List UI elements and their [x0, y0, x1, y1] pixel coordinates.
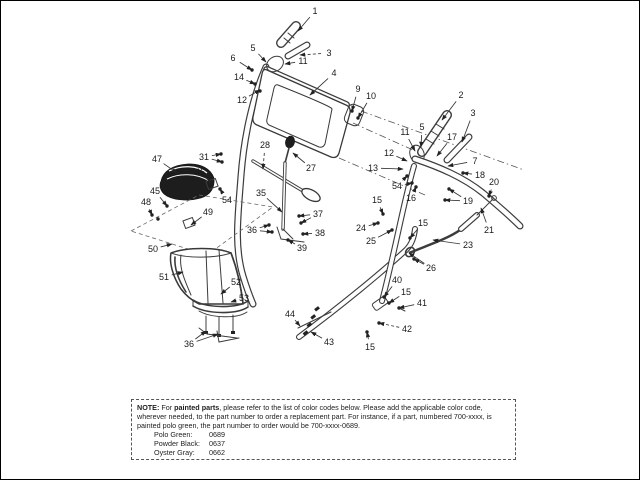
- leader-line-part-36: [197, 334, 218, 341]
- note-bold-term: painted parts: [174, 403, 220, 412]
- part-callout-9: 9: [355, 84, 361, 94]
- part-callout-43: 43: [323, 337, 335, 347]
- part-callout-15: 15: [371, 195, 383, 205]
- part-callout-16: 16: [405, 193, 417, 203]
- leader-line-part-7: [448, 162, 467, 166]
- color-code-row: [154, 448, 510, 457]
- part-callout-36: 36: [246, 225, 258, 235]
- part-callout-5: 5: [250, 43, 256, 53]
- part-callout-35: 35: [255, 188, 267, 198]
- leader-line-part-45: [160, 197, 167, 206]
- leader-line-part-15: [380, 207, 383, 214]
- leader-line-part-36: [260, 225, 269, 228]
- part-callout-50: 50: [147, 244, 159, 254]
- part-callout-21: 21: [483, 225, 495, 235]
- leader-line-part-24: [369, 223, 378, 226]
- leader-line-part-5: [258, 54, 266, 62]
- part-callout-15: 15: [417, 218, 429, 228]
- lower-handle-cable: [295, 166, 496, 337]
- part-callout-7: 7: [472, 156, 478, 166]
- part-callout-23: 23: [462, 240, 474, 250]
- part-callout-38: 38: [314, 228, 326, 238]
- part-callout-31: 31: [198, 152, 210, 162]
- leader-line-part-17: [437, 143, 447, 156]
- leader-line-part-41: [399, 305, 414, 308]
- color-code-row: [154, 439, 510, 448]
- part-callout-54: 54: [391, 181, 403, 191]
- part-callout-15: 15: [400, 287, 412, 297]
- part-callout-15: 15: [364, 342, 376, 352]
- part-callout-37: 37: [312, 209, 324, 219]
- part-callout-3: 3: [470, 108, 476, 118]
- leader-line-part-27: [293, 153, 305, 163]
- part-callout-36: 36: [183, 339, 195, 349]
- leader-line-part-12: [396, 156, 407, 161]
- part-callout-1: 1: [312, 6, 318, 16]
- leader-line-part-54: [403, 176, 407, 180]
- leader-line-part-37: [301, 218, 311, 223]
- part-callout-14: 14: [233, 72, 245, 82]
- color-name: Polo Green:: [154, 430, 193, 439]
- part-callout-19: 19: [462, 196, 474, 206]
- part-callout-49: 49: [202, 207, 214, 217]
- part-callout-13: 13: [367, 163, 379, 173]
- leader-line-part-38: [303, 233, 312, 234]
- color-name: Oyster Gray:: [154, 448, 195, 457]
- part-callout-39: 39: [296, 243, 308, 253]
- leader-line-part-50: [161, 244, 172, 247]
- note-prefix: NOTE:: [137, 403, 160, 412]
- leader-line-part-13: [381, 168, 403, 169]
- leader-line-part-14: [246, 80, 255, 84]
- color-name: Powder Black:: [154, 439, 200, 448]
- part-callout-5: 5: [419, 122, 425, 132]
- color-code: 0689: [209, 430, 225, 439]
- part-callout-40: 40: [391, 275, 403, 285]
- part-callout-45: 45: [149, 186, 161, 196]
- leader-line-part-25: [378, 230, 392, 237]
- upper-handle-panel: [237, 26, 520, 304]
- part-callout-2: 2: [458, 90, 464, 100]
- part-callout-46: 46: [194, 167, 206, 177]
- leader-line-part-36: [260, 231, 272, 232]
- part-callout-6: 6: [230, 53, 236, 63]
- color-code-row: [154, 430, 510, 439]
- part-callout-53: 53: [238, 293, 250, 303]
- part-callout-20: 20: [488, 177, 500, 187]
- part-callout-54: 54: [221, 195, 233, 205]
- part-callout-24: 24: [355, 223, 367, 233]
- part-callout-44: 44: [284, 309, 296, 319]
- part-callout-3: 3: [326, 48, 332, 58]
- leader-line-part-3: [300, 54, 321, 55]
- part-callout-25: 25: [365, 236, 377, 246]
- leader-line-part-36: [195, 331, 206, 339]
- part-callout-52: 52: [230, 277, 242, 287]
- part-callout-12: 12: [383, 148, 395, 158]
- leader-line-part-21: [481, 208, 486, 222]
- part-callout-26: 26: [425, 263, 437, 273]
- leader-line-part-5: [421, 135, 422, 147]
- leader-line-part-19: [449, 189, 461, 197]
- part-callout-51: 51: [158, 272, 170, 282]
- leader-line-part-44: [295, 320, 300, 326]
- leader-line-part-37: [299, 215, 310, 216]
- leader-line-part-31: [212, 159, 222, 162]
- leader-line-part-43: [311, 332, 322, 338]
- leader-line-part-42: [379, 323, 399, 327]
- part-callout-47: 47: [151, 154, 163, 164]
- part-callout-10: 10: [365, 91, 377, 101]
- leader-line-part-11: [285, 62, 295, 64]
- part-callout-12: 12: [236, 95, 248, 105]
- part-callout-11: 11: [298, 56, 308, 66]
- leader-line-part-6: [240, 62, 252, 70]
- color-code: 0662: [209, 448, 225, 457]
- part-callout-11: 11: [400, 127, 410, 137]
- leader-line-part-26: [409, 253, 424, 263]
- part-callout-27: 27: [305, 163, 317, 173]
- leader-line-part-15: [389, 296, 399, 303]
- part-callout-18: 18: [474, 170, 486, 180]
- part-callout-48: 48: [140, 197, 152, 207]
- leader-line-part-19: [445, 200, 460, 201]
- painted-parts-note: [131, 399, 516, 460]
- part-callout-4: 4: [331, 68, 337, 78]
- part-callout-42: 42: [401, 324, 413, 334]
- color-code: 0637: [209, 439, 225, 448]
- note-paragraph: NOTE: For painted parts, please refer to the list of color codes below. Please add the applicable color code, wherever needed, to the part number to order a replacement part. For instance, if a part, numbered 700-xxxx, is painted polo green, the part number to order would be 700-xxxx-0689.: [137, 403, 492, 430]
- part-callout-17: 17: [446, 132, 458, 142]
- part-callout-28: 28: [259, 140, 271, 150]
- part-callout-41: 41: [416, 298, 428, 308]
